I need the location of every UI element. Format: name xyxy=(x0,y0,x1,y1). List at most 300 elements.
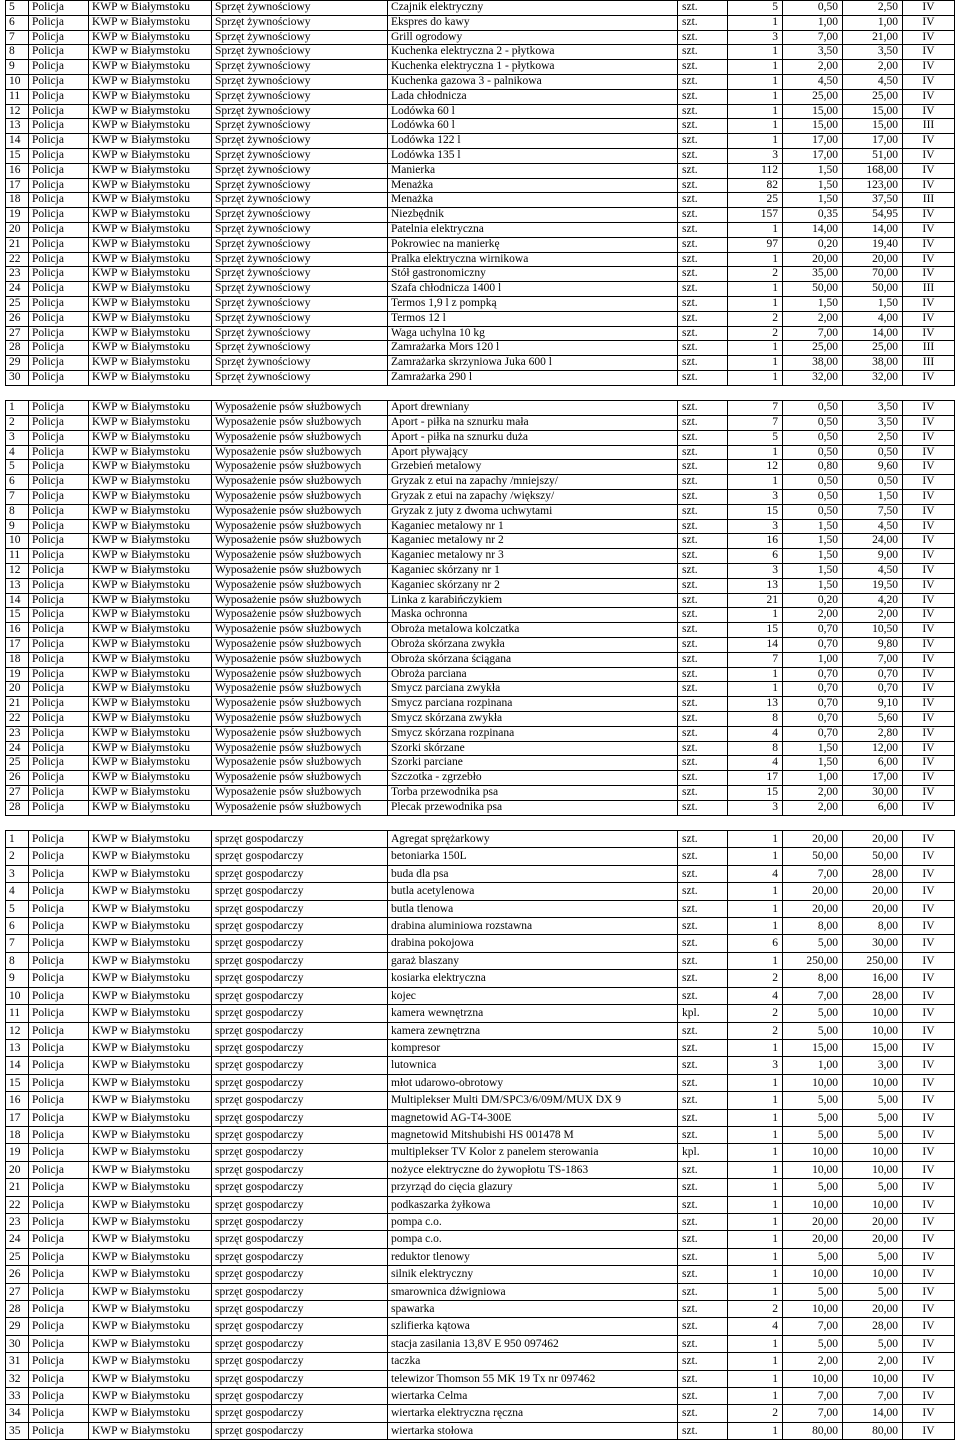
cell-group: Sprzęt żywnościowy xyxy=(212,60,388,75)
cell-unit: KWP w Białymstoku xyxy=(89,252,212,267)
cell-item-name: Aport pływający xyxy=(388,445,678,460)
cell-group: sprzęt gospodarczy xyxy=(212,1266,388,1283)
cell-unit-of-measure: szt. xyxy=(678,326,728,341)
cell-institution: Policja xyxy=(29,370,89,385)
cell-institution: Policja xyxy=(29,237,89,252)
cell-unit-price: 0,50 xyxy=(783,1,843,16)
cell-institution: Policja xyxy=(29,865,89,882)
cell-total-value: 2,00 xyxy=(843,608,903,623)
cell-total-value: 30,00 xyxy=(843,935,903,952)
cell-unit-price: 7,00 xyxy=(783,30,843,45)
cell-unit: KWP w Białymstoku xyxy=(89,222,212,237)
cell-institution: Policja xyxy=(29,578,89,593)
cell-total-value: 5,00 xyxy=(843,1126,903,1143)
cell-category: IV xyxy=(903,45,955,60)
cell-quantity: 1 xyxy=(728,1388,783,1405)
cell-institution: Policja xyxy=(29,416,89,431)
cell-unit: KWP w Białymstoku xyxy=(89,1335,212,1352)
cell-item-name: Aport - piłka na sznurku mała xyxy=(388,416,678,431)
cell-category: IV xyxy=(903,370,955,385)
cell-institution: Policja xyxy=(29,534,89,549)
cell-group: Sprzęt żywnościowy xyxy=(212,148,388,163)
table-row xyxy=(6,1231,955,1248)
cell-group: sprzęt gospodarczy xyxy=(212,1109,388,1126)
cell-unit-of-measure: kpl. xyxy=(678,1005,728,1022)
cell-unit-price: 8,00 xyxy=(783,970,843,987)
cell-unit: KWP w Białymstoku xyxy=(89,1370,212,1387)
cell-category: IV xyxy=(903,252,955,267)
cell-unit: KWP w Białymstoku xyxy=(89,1179,212,1196)
table-row xyxy=(6,1074,955,1091)
cell-quantity: 3 xyxy=(728,148,783,163)
table-sprzet-gospodarczy xyxy=(5,830,955,1440)
cell-unit-price: 5,00 xyxy=(783,1092,843,1109)
cell-total-value: 70,00 xyxy=(843,267,903,282)
cell-institution: Policja xyxy=(29,1057,89,1074)
cell-group: Sprzęt żywnościowy xyxy=(212,341,388,356)
cell-institution: Policja xyxy=(29,711,89,726)
cell-item-name: Termos 1,9 l z pompką xyxy=(388,296,678,311)
cell-unit-of-measure: szt. xyxy=(678,771,728,786)
cell-group: sprzęt gospodarczy xyxy=(212,1405,388,1422)
cell-unit: KWP w Białymstoku xyxy=(89,45,212,60)
cell-unit: KWP w Białymstoku xyxy=(89,1109,212,1126)
cell-category: IV xyxy=(903,267,955,282)
cell-unit: KWP w Białymstoku xyxy=(89,1353,212,1370)
cell-item-name: Niezbędnik xyxy=(388,208,678,223)
cell-unit: KWP w Białymstoku xyxy=(89,1039,212,1056)
cell-item-name: Szorki parciane xyxy=(388,756,678,771)
cell-category: IV xyxy=(903,490,955,505)
cell-quantity: 1 xyxy=(728,341,783,356)
cell-total-value: 4,50 xyxy=(843,74,903,89)
cell-item-name: Grill ogrodowy xyxy=(388,30,678,45)
cell-lp: 9 xyxy=(6,60,29,75)
cell-item-name: Linka z karabińczykiem xyxy=(388,593,678,608)
cell-unit-price: 7,00 xyxy=(783,865,843,882)
cell-unit-price: 25,00 xyxy=(783,341,843,356)
cell-category: IV xyxy=(903,652,955,667)
cell-group: Sprzęt żywnościowy xyxy=(212,119,388,134)
cell-institution: Policja xyxy=(29,460,89,475)
cell-item-name: wiertarka Celma xyxy=(388,1388,678,1405)
table-row xyxy=(6,119,955,134)
cell-unit-of-measure: szt. xyxy=(678,504,728,519)
cell-lp: 35 xyxy=(6,1422,29,1439)
cell-total-value: 50,00 xyxy=(843,282,903,297)
cell-unit-price: 2,00 xyxy=(783,1353,843,1370)
cell-category: IV xyxy=(903,1353,955,1370)
cell-quantity: 3 xyxy=(728,563,783,578)
cell-lp: 28 xyxy=(6,800,29,815)
cell-unit: KWP w Białymstoku xyxy=(89,30,212,45)
cell-institution: Policja xyxy=(29,1074,89,1091)
cell-total-value: 10,00 xyxy=(843,1022,903,1039)
cell-unit: KWP w Białymstoku xyxy=(89,416,212,431)
cell-unit-of-measure: szt. xyxy=(678,134,728,149)
cell-item-name: Manierka xyxy=(388,163,678,178)
cell-total-value: 3,50 xyxy=(843,401,903,416)
cell-quantity: 1 xyxy=(728,60,783,75)
cell-lp: 25 xyxy=(6,296,29,311)
cell-unit-price: 0,50 xyxy=(783,401,843,416)
cell-unit-price: 2,00 xyxy=(783,60,843,75)
cell-item-name: Smycz parciana rozpinana xyxy=(388,697,678,712)
table-row xyxy=(6,771,955,786)
cell-unit-of-measure: szt. xyxy=(678,682,728,697)
cell-total-value: 2,80 xyxy=(843,726,903,741)
cell-quantity: 5 xyxy=(728,1,783,16)
cell-unit: KWP w Białymstoku xyxy=(89,1388,212,1405)
cell-unit-of-measure: szt. xyxy=(678,74,728,89)
cell-item-name: Agregat sprężarkowy xyxy=(388,831,678,848)
cell-institution: Policja xyxy=(29,356,89,371)
cell-quantity: 1 xyxy=(728,682,783,697)
cell-unit-of-measure: szt. xyxy=(678,608,728,623)
cell-category: IV xyxy=(903,549,955,564)
cell-group: Wyposażenie psów służbowych xyxy=(212,608,388,623)
table-row xyxy=(6,1248,955,1265)
cell-lp: 6 xyxy=(6,918,29,935)
cell-unit: KWP w Białymstoku xyxy=(89,711,212,726)
cell-institution: Policja xyxy=(29,267,89,282)
cell-category: IV xyxy=(903,1022,955,1039)
cell-quantity: 25 xyxy=(728,193,783,208)
cell-quantity: 6 xyxy=(728,935,783,952)
cell-lp: 4 xyxy=(6,883,29,900)
cell-total-value: 9,60 xyxy=(843,460,903,475)
cell-lp: 3 xyxy=(6,430,29,445)
cell-quantity: 8 xyxy=(728,741,783,756)
cell-institution: Policja xyxy=(29,1335,89,1352)
cell-unit-price: 1,50 xyxy=(783,563,843,578)
cell-quantity: 112 xyxy=(728,163,783,178)
cell-lp: 7 xyxy=(6,935,29,952)
cell-unit-of-measure: szt. xyxy=(678,1248,728,1265)
cell-institution: Policja xyxy=(29,193,89,208)
cell-group: sprzęt gospodarczy xyxy=(212,1318,388,1335)
cell-total-value: 14,00 xyxy=(843,1405,903,1422)
cell-group: Wyposażenie psów służbowych xyxy=(212,800,388,815)
cell-category: IV xyxy=(903,711,955,726)
cell-unit: KWP w Białymstoku xyxy=(89,104,212,119)
cell-quantity: 1 xyxy=(728,952,783,969)
cell-item-name: Smycz parciana zwykła xyxy=(388,682,678,697)
cell-unit: KWP w Białymstoku xyxy=(89,74,212,89)
cell-item-name: Kaganiec skórzany nr 1 xyxy=(388,563,678,578)
cell-unit: KWP w Białymstoku xyxy=(89,208,212,223)
cell-unit-of-measure: szt. xyxy=(678,311,728,326)
cell-unit-of-measure: szt. xyxy=(678,785,728,800)
cell-lp: 19 xyxy=(6,208,29,223)
cell-group: Wyposażenie psów służbowych xyxy=(212,549,388,564)
cell-unit: KWP w Białymstoku xyxy=(89,1074,212,1091)
cell-quantity: 2 xyxy=(728,311,783,326)
cell-item-name: Lodówka 135 l xyxy=(388,148,678,163)
cell-unit: KWP w Białymstoku xyxy=(89,726,212,741)
cell-group: sprzęt gospodarczy xyxy=(212,987,388,1004)
cell-unit-price: 20,00 xyxy=(783,1231,843,1248)
cell-institution: Policja xyxy=(29,490,89,505)
cell-lp: 9 xyxy=(6,519,29,534)
cell-institution: Policja xyxy=(29,1405,89,1422)
cell-category: IV xyxy=(903,1161,955,1178)
cell-unit-of-measure: szt. xyxy=(678,460,728,475)
table-row xyxy=(6,1266,955,1283)
table-row xyxy=(6,60,955,75)
cell-unit-of-measure: szt. xyxy=(678,1266,728,1283)
cell-unit-of-measure: szt. xyxy=(678,341,728,356)
cell-institution: Policja xyxy=(29,1092,89,1109)
cell-unit-price: 7,00 xyxy=(783,1318,843,1335)
cell-lp: 7 xyxy=(6,30,29,45)
cell-quantity: 1 xyxy=(728,356,783,371)
cell-total-value: 4,00 xyxy=(843,311,903,326)
cell-institution: Policja xyxy=(29,1283,89,1300)
cell-institution: Policja xyxy=(29,935,89,952)
cell-unit: KWP w Białymstoku xyxy=(89,1283,212,1300)
cell-item-name: betoniarka 150L xyxy=(388,848,678,865)
cell-unit-price: 0,50 xyxy=(783,445,843,460)
cell-category: IV xyxy=(903,237,955,252)
cell-group: Wyposażenie psów służbowych xyxy=(212,430,388,445)
cell-total-value: 17,00 xyxy=(843,134,903,149)
cell-category: IV xyxy=(903,60,955,75)
cell-total-value: 8,00 xyxy=(843,918,903,935)
cell-total-value: 0,50 xyxy=(843,445,903,460)
cell-unit: KWP w Białymstoku xyxy=(89,800,212,815)
cell-institution: Policja xyxy=(29,30,89,45)
cell-category: IV xyxy=(903,848,955,865)
cell-total-value: 0,70 xyxy=(843,682,903,697)
table-row xyxy=(6,1283,955,1300)
cell-institution: Policja xyxy=(29,1126,89,1143)
cell-unit: KWP w Białymstoku xyxy=(89,237,212,252)
cell-item-name: Smycz skórzana zwykła xyxy=(388,711,678,726)
cell-quantity: 3 xyxy=(728,1057,783,1074)
cell-unit: KWP w Białymstoku xyxy=(89,178,212,193)
cell-unit: KWP w Białymstoku xyxy=(89,311,212,326)
cell-item-name: przyrząd do cięcia glazury xyxy=(388,1179,678,1196)
table-row xyxy=(6,1405,955,1422)
cell-unit: KWP w Białymstoku xyxy=(89,771,212,786)
cell-group: Sprzęt żywnościowy xyxy=(212,30,388,45)
cell-unit: KWP w Białymstoku xyxy=(89,848,212,865)
table-row xyxy=(6,1196,955,1213)
cell-quantity: 2 xyxy=(728,1022,783,1039)
cell-unit-price: 1,00 xyxy=(783,652,843,667)
cell-institution: Policja xyxy=(29,883,89,900)
table-row xyxy=(6,282,955,297)
cell-item-name: Kaganiec metalowy nr 3 xyxy=(388,549,678,564)
cell-lp: 10 xyxy=(6,74,29,89)
table-row xyxy=(6,460,955,475)
cell-unit: KWP w Białymstoku xyxy=(89,652,212,667)
cell-lp: 5 xyxy=(6,1,29,16)
cell-unit-of-measure: szt. xyxy=(678,726,728,741)
cell-unit: KWP w Białymstoku xyxy=(89,282,212,297)
cell-institution: Policja xyxy=(29,1370,89,1387)
cell-quantity: 1 xyxy=(728,1126,783,1143)
table-row xyxy=(6,1057,955,1074)
cell-quantity: 8 xyxy=(728,711,783,726)
cell-institution: Policja xyxy=(29,623,89,638)
cell-unit-price: 0,20 xyxy=(783,237,843,252)
cell-institution: Policja xyxy=(29,1005,89,1022)
cell-category: IV xyxy=(903,935,955,952)
cell-item-name: Termos 12 l xyxy=(388,311,678,326)
cell-quantity: 4 xyxy=(728,1318,783,1335)
cell-group: sprzęt gospodarczy xyxy=(212,1057,388,1074)
cell-group: Wyposażenie psów służbowych xyxy=(212,445,388,460)
table-row xyxy=(6,430,955,445)
cell-institution: Policja xyxy=(29,15,89,30)
cell-unit-of-measure: szt. xyxy=(678,637,728,652)
cell-total-value: 16,00 xyxy=(843,970,903,987)
cell-unit-price: 7,00 xyxy=(783,1405,843,1422)
cell-unit-of-measure: szt. xyxy=(678,987,728,1004)
cell-item-name: Lodówka 60 l xyxy=(388,104,678,119)
cell-unit-of-measure: szt. xyxy=(678,593,728,608)
cell-unit: KWP w Białymstoku xyxy=(89,163,212,178)
cell-institution: Policja xyxy=(29,987,89,1004)
cell-quantity: 2 xyxy=(728,1005,783,1022)
cell-group: Sprzęt żywnościowy xyxy=(212,296,388,311)
cell-unit-of-measure: szt. xyxy=(678,222,728,237)
cell-total-value: 0,50 xyxy=(843,475,903,490)
cell-total-value: 21,00 xyxy=(843,30,903,45)
cell-quantity: 1 xyxy=(728,848,783,865)
cell-unit-of-measure: szt. xyxy=(678,741,728,756)
cell-group: sprzęt gospodarczy xyxy=(212,935,388,952)
cell-unit-of-measure: szt. xyxy=(678,148,728,163)
cell-category: III xyxy=(903,282,955,297)
cell-quantity: 1 xyxy=(728,89,783,104)
cell-total-value: 10,50 xyxy=(843,623,903,638)
cell-quantity: 1 xyxy=(728,1161,783,1178)
cell-quantity: 16 xyxy=(728,534,783,549)
cell-unit-of-measure: szt. xyxy=(678,1370,728,1387)
cell-institution: Policja xyxy=(29,652,89,667)
cell-total-value: 25,00 xyxy=(843,89,903,104)
table-row xyxy=(6,987,955,1004)
cell-unit-price: 250,00 xyxy=(783,952,843,969)
cell-unit-price: 5,00 xyxy=(783,1109,843,1126)
cell-group: Wyposażenie psów służbowych xyxy=(212,504,388,519)
cell-lp: 28 xyxy=(6,1301,29,1318)
table-row xyxy=(6,563,955,578)
cell-unit-price: 7,00 xyxy=(783,1388,843,1405)
cell-item-name: taczka xyxy=(388,1353,678,1370)
cell-item-name: drabina pokojowa xyxy=(388,935,678,952)
cell-group: Sprzęt żywnościowy xyxy=(212,267,388,282)
cell-unit-of-measure: szt. xyxy=(678,370,728,385)
cell-unit: KWP w Białymstoku xyxy=(89,267,212,282)
cell-group: Sprzęt żywnościowy xyxy=(212,104,388,119)
cell-item-name: Szczotka - zgrzebło xyxy=(388,771,678,786)
table-row xyxy=(6,104,955,119)
cell-institution: Policja xyxy=(29,785,89,800)
cell-unit-of-measure: szt. xyxy=(678,519,728,534)
table-row xyxy=(6,416,955,431)
cell-lp: 2 xyxy=(6,848,29,865)
cell-institution: Policja xyxy=(29,682,89,697)
cell-item-name: wiertarka elektryczna ręczna xyxy=(388,1405,678,1422)
cell-unit: KWP w Białymstoku xyxy=(89,430,212,445)
cell-group: Wyposażenie psów służbowych xyxy=(212,401,388,416)
cell-institution: Policja xyxy=(29,504,89,519)
cell-total-value: 3,50 xyxy=(843,416,903,431)
cell-lp: 22 xyxy=(6,252,29,267)
cell-item-name: pompa c.o. xyxy=(388,1213,678,1230)
cell-category: IV xyxy=(903,578,955,593)
cell-category: IV xyxy=(903,1074,955,1091)
table-row xyxy=(6,148,955,163)
cell-institution: Policja xyxy=(29,726,89,741)
cell-category: IV xyxy=(903,1092,955,1109)
cell-group: Sprzęt żywnościowy xyxy=(212,356,388,371)
cell-total-value: 20,00 xyxy=(843,900,903,917)
cell-quantity: 1 xyxy=(728,1213,783,1230)
cell-lp: 13 xyxy=(6,1039,29,1056)
cell-institution: Policja xyxy=(29,918,89,935)
cell-item-name: kosiarka elektryczna xyxy=(388,970,678,987)
cell-total-value: 20,00 xyxy=(843,1301,903,1318)
cell-unit-price: 32,00 xyxy=(783,370,843,385)
cell-item-name: spawarka xyxy=(388,1301,678,1318)
cell-unit-of-measure: szt. xyxy=(678,490,728,505)
cell-category: IV xyxy=(903,1248,955,1265)
cell-group: Sprzęt żywnościowy xyxy=(212,15,388,30)
table-wyposazenie-psow xyxy=(5,400,955,815)
cell-unit-of-measure: szt. xyxy=(678,163,728,178)
cell-item-name: smarownica dźwigniowa xyxy=(388,1283,678,1300)
cell-total-value: 28,00 xyxy=(843,865,903,882)
cell-unit-of-measure: szt. xyxy=(678,119,728,134)
cell-quantity: 1 xyxy=(728,1370,783,1387)
cell-unit: KWP w Białymstoku xyxy=(89,341,212,356)
cell-unit: KWP w Białymstoku xyxy=(89,1422,212,1439)
cell-unit-price: 10,00 xyxy=(783,1144,843,1161)
table-row xyxy=(6,267,955,282)
cell-lp: 23 xyxy=(6,1213,29,1230)
cell-unit-of-measure: szt. xyxy=(678,1405,728,1422)
cell-unit-price: 0,70 xyxy=(783,711,843,726)
table-row xyxy=(6,637,955,652)
cell-lp: 6 xyxy=(6,475,29,490)
cell-total-value: 5,00 xyxy=(843,1248,903,1265)
cell-unit-of-measure: szt. xyxy=(678,1074,728,1091)
cell-unit-price: 20,00 xyxy=(783,831,843,848)
cell-item-name: drabina aluminiowa rozstawna xyxy=(388,918,678,935)
cell-quantity: 4 xyxy=(728,726,783,741)
cell-unit-of-measure: szt. xyxy=(678,1126,728,1143)
cell-unit-of-measure: szt. xyxy=(678,416,728,431)
cell-unit: KWP w Białymstoku xyxy=(89,900,212,917)
cell-item-name: Pokrowiec na manierkę xyxy=(388,237,678,252)
cell-total-value: 38,00 xyxy=(843,356,903,371)
table-row xyxy=(6,578,955,593)
cell-lp: 29 xyxy=(6,1318,29,1335)
cell-item-name: Kuchenka elektryczna 2 - płytkowa xyxy=(388,45,678,60)
cell-unit: KWP w Białymstoku xyxy=(89,608,212,623)
cell-quantity: 1 xyxy=(728,296,783,311)
cell-total-value: 14,00 xyxy=(843,222,903,237)
table-row xyxy=(6,30,955,45)
cell-category: IV xyxy=(903,800,955,815)
cell-category: IV xyxy=(903,1179,955,1196)
cell-item-name: Menażka xyxy=(388,193,678,208)
